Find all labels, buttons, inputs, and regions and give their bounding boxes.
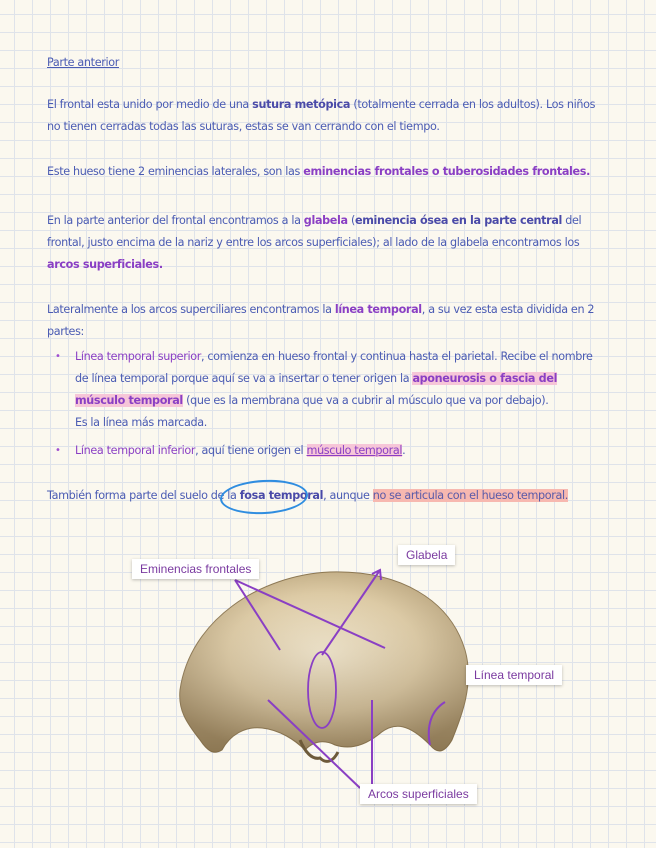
label-glabela: Glabela [398, 545, 455, 565]
label-arcos-superficiales: Arcos superficiales [360, 784, 477, 804]
skull-illustration [0, 540, 656, 840]
paragraph-sutura: El frontal esta unido por medio de una sutura metópica (totalmente cerrada en los adultos). Los niños no tienen cerradas todas las suturas, estas se van cerrando con el tiempo. [47, 98, 596, 133]
bullet-marker: • [55, 351, 61, 362]
section-heading: Parte anterior [47, 56, 119, 69]
paragraph-linea-temporal: Lateralmente a los arcos superciliares encontramos la línea temporal, a su vez esta esta dividida en 2 partes: [47, 303, 595, 338]
label-linea-temporal: Línea temporal [466, 665, 562, 685]
paragraph-fosa: También forma parte del suelo de la fosa temporal, aunque no se articula con el hueso temporal. [47, 489, 568, 502]
bullet-linea-superior: Línea temporal superior, comienza en hueso frontal y continua hasta el parietal. Recibe el nombre de línea temporal porque aquí se va a insertar o tener origen la aponeurosis o fascia del músculo temporal (que es la membrana que va a cubrir al músculo que va por debajo). Es la línea más marcada. [75, 350, 593, 429]
skull-figure [0, 540, 656, 840]
fosa-circle-annotation [219, 478, 309, 517]
bullet-linea-inferior: Línea temporal inferior, aquí tiene origen el músculo temporal. [75, 444, 406, 457]
paragraph-eminencias: Este hueso tiene 2 eminencias laterales, son las eminencias frontales o tuberosidades frontales. [47, 165, 590, 178]
label-eminencias-frontales: Eminencias frontales [132, 559, 259, 579]
bullet-marker: • [55, 445, 61, 456]
paragraph-glabela: En la parte anterior del frontal encontramos a la glabela (eminencia ósea en la parte central del frontal, justo encima de la nariz y entre los arcos superficiales); al lado de la glabela encontramos los arcos superficiales. [47, 214, 582, 271]
